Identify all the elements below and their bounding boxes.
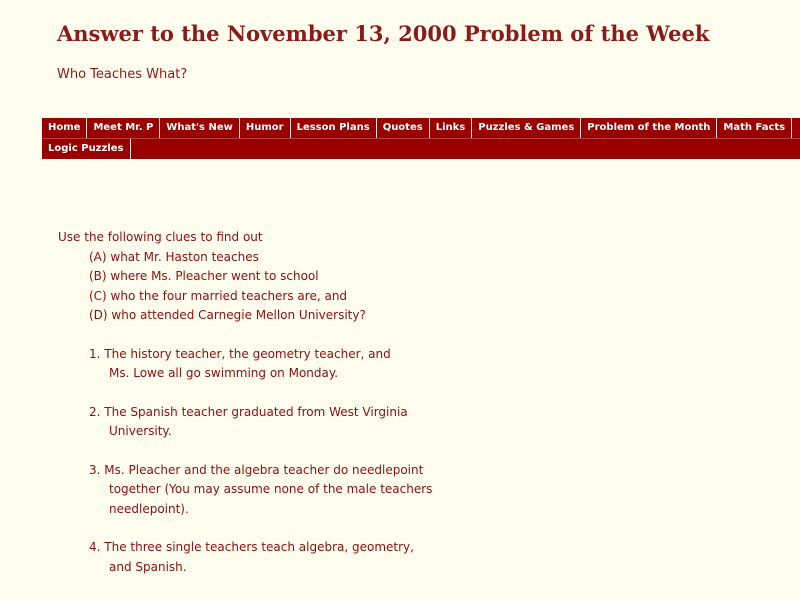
nav-link-math-facts[interactable]: Math Facts — [717, 118, 792, 138]
main-navigation — [42, 118, 800, 159]
nav-link-meet-mr-p[interactable]: Meet Mr. P — [87, 118, 160, 138]
nav-link-problem-of-the-month[interactable]: Problem of the Month — [581, 118, 717, 138]
clue-list — [58, 345, 432, 578]
nav-link-logic-puzzles[interactable]: Logic Puzzles — [42, 139, 131, 159]
clue-item — [89, 403, 432, 442]
nav-row-2 — [42, 139, 800, 159]
nav-link-links[interactable]: Links — [430, 118, 473, 138]
intro-text: Use the following clues to find out — [58, 230, 263, 244]
clue-line: and Spanish. — [109, 559, 187, 574]
question-item: (C) who the four married teachers are, and — [89, 288, 348, 303]
nav-row-1 — [42, 118, 800, 139]
clue-item — [89, 345, 432, 384]
problem-content — [58, 228, 432, 596]
question-item: (A) what Mr. Haston teaches — [89, 249, 259, 264]
clue-line: Ms. Lowe all go swimming on Monday. — [109, 366, 339, 380]
clue-line: together (You may assume none of the male teachers — [109, 482, 433, 496]
clue-line: 3. Ms. Pleacher and the algebra teacher do needlepoint — [89, 462, 424, 477]
clue-line: 1. The history teacher, the geometry teacher, and — [89, 346, 391, 361]
clue-item — [89, 538, 432, 577]
clue-item — [89, 461, 432, 520]
clue-line: needlepoint). — [109, 501, 189, 516]
question-list — [58, 248, 432, 326]
nav-link-puzzles-games[interactable]: Puzzles & Games — [472, 118, 581, 138]
clue-line: University. — [109, 424, 172, 438]
page-subtitle: Who Teaches What? — [57, 67, 188, 82]
nav-link-whats-new[interactable]: What's New — [160, 118, 240, 138]
question-item: (B) where Ms. Pleacher went to school — [89, 269, 319, 283]
clue-line: 4. The three single teachers teach algebra, geometry, — [89, 540, 414, 554]
nav-link-humor[interactable]: Humor — [240, 118, 291, 138]
page-title: Answer to the November 13, 2000 Problem of the Week — [57, 21, 710, 46]
nav-link-quotes[interactable]: Quotes — [377, 118, 430, 138]
nav-link-lesson-plans[interactable]: Lesson Plans — [291, 118, 377, 138]
nav-link-home[interactable]: Home — [42, 118, 87, 138]
question-item: (D) who attended Carnegie Mellon University? — [89, 308, 366, 322]
clue-line: 2. The Spanish teacher graduated from West Virginia — [89, 404, 408, 419]
